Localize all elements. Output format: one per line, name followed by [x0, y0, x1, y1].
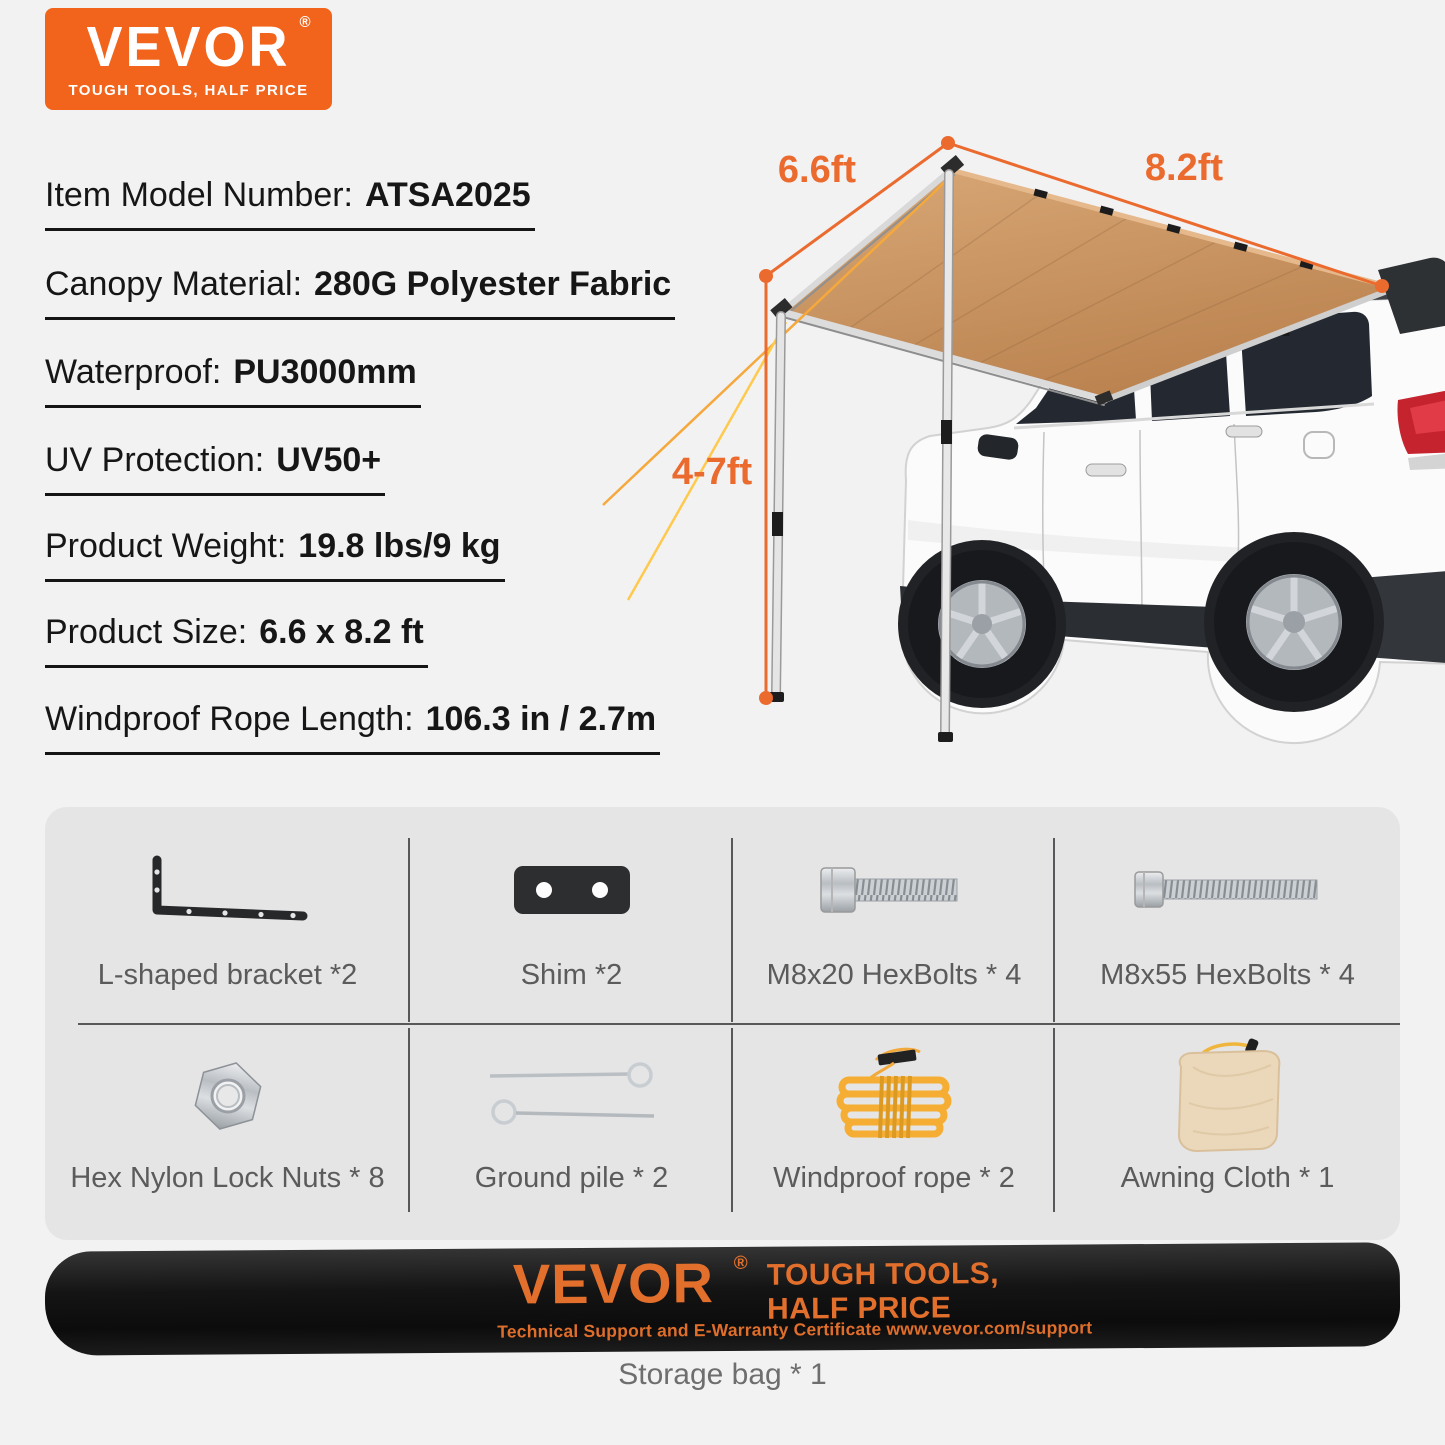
- door-handle: [1226, 426, 1262, 437]
- part-label: Shim *2: [520, 959, 623, 991]
- spec-label: Item Model Number:: [45, 176, 353, 214]
- vevor-logo-text: VEVOR: [86, 15, 291, 79]
- spec-value: 6.6 x 8.2 ft: [259, 613, 424, 651]
- spec-value: ATSA2025: [365, 176, 531, 214]
- spec-item-model-number: [45, 176, 535, 231]
- part-cell-m8x55-bolts: [1055, 807, 1400, 1024]
- spec-uv-protection: [45, 441, 385, 496]
- l-shaped-bracket-icon: [143, 854, 313, 926]
- part-label: Awning Cloth * 1: [1120, 1162, 1335, 1194]
- part-cell-m8x20-bolts: [733, 807, 1055, 1024]
- hex-nut-icon: [191, 1059, 265, 1133]
- part-cell-windproof-rope: [733, 1024, 1055, 1240]
- part-label: M8x55 HexBolts * 4: [1100, 959, 1355, 991]
- spec-value: 19.8 lbs/9 kg: [298, 527, 501, 565]
- ground-pile-icon: [482, 1054, 662, 1138]
- dimension-label-height: 4-7ft: [671, 451, 753, 493]
- spec-label: Product Size:: [45, 613, 248, 651]
- dimension-label-length: 8.2ft: [1144, 147, 1224, 189]
- bag-registered-mark: ®: [733, 1252, 748, 1274]
- storage-bag-caption: Storage bag * 1: [618, 1358, 827, 1391]
- spec-waterproof: [45, 353, 421, 408]
- part-cell-shim: [410, 807, 733, 1024]
- bag-support-text: Technical Support and E-Warranty Certificate www.vevor.com/support: [497, 1317, 1093, 1342]
- product-photo-awning-on-suv: [580, 100, 1445, 790]
- rear-wheel: [1204, 532, 1384, 712]
- storage-bag: [45, 1242, 1401, 1355]
- part-cell-l-bracket: [45, 807, 410, 1024]
- vevor-logo: [45, 8, 332, 110]
- bag-brand-text: VEVOR: [512, 1251, 715, 1316]
- m8x20-hexbolt-icon: [819, 865, 969, 915]
- part-label: M8x20 HexBolts * 4: [766, 959, 1022, 991]
- awning-pole-left: [769, 316, 784, 702]
- part-cell-awning-cloth: [1055, 1024, 1400, 1240]
- part-cell-ground-pile: [410, 1024, 733, 1240]
- registered-mark-icon: ®: [299, 12, 311, 31]
- part-label: Hex Nylon Lock Nuts * 8: [70, 1162, 385, 1194]
- spec-label: Canopy Material:: [45, 265, 303, 303]
- spec-label: Waterproof:: [45, 353, 222, 391]
- part-label: L-shaped bracket *2: [97, 959, 358, 991]
- door-handle: [1086, 464, 1126, 476]
- spec-label: Product Weight:: [45, 527, 287, 565]
- spec-value: UV50+: [276, 441, 382, 479]
- spec-value: PU3000mm: [233, 353, 417, 391]
- vevor-logo-tagline: TOUGH TOOLS, HALF PRICE: [68, 81, 309, 99]
- shim-icon: [512, 864, 632, 916]
- vevor-logo-wordmark: [86, 12, 311, 79]
- included-parts-panel: [45, 807, 1400, 1240]
- spec-product-weight: [45, 527, 505, 582]
- spec-product-size: [45, 613, 428, 668]
- bag-tagline: [767, 1257, 1000, 1326]
- spec-value: 280G Polyester Fabric: [314, 265, 672, 303]
- part-label: Windproof rope * 2: [773, 1162, 1015, 1194]
- dimension-label-width: 6.6ft: [777, 149, 857, 191]
- awning-cloth-icon: [1163, 1037, 1293, 1155]
- spec-windproof-rope-length: [45, 700, 660, 755]
- bag-tagline-line1: TOUGH TOOLS,: [766, 1257, 999, 1292]
- windproof-rope-icon: [824, 1040, 964, 1152]
- spec-label: UV Protection:: [45, 441, 265, 479]
- spec-label: Windproof Rope Length:: [45, 700, 414, 738]
- m8x55-hexbolt-icon: [1133, 868, 1323, 912]
- spec-value: 106.3 in / 2.7m: [425, 700, 657, 738]
- part-label: Ground pile * 2: [474, 1162, 669, 1194]
- front-wheel: [898, 540, 1066, 708]
- bag-tagline-line2: HALF PRICE: [766, 1291, 952, 1326]
- part-cell-lock-nuts: [45, 1024, 410, 1240]
